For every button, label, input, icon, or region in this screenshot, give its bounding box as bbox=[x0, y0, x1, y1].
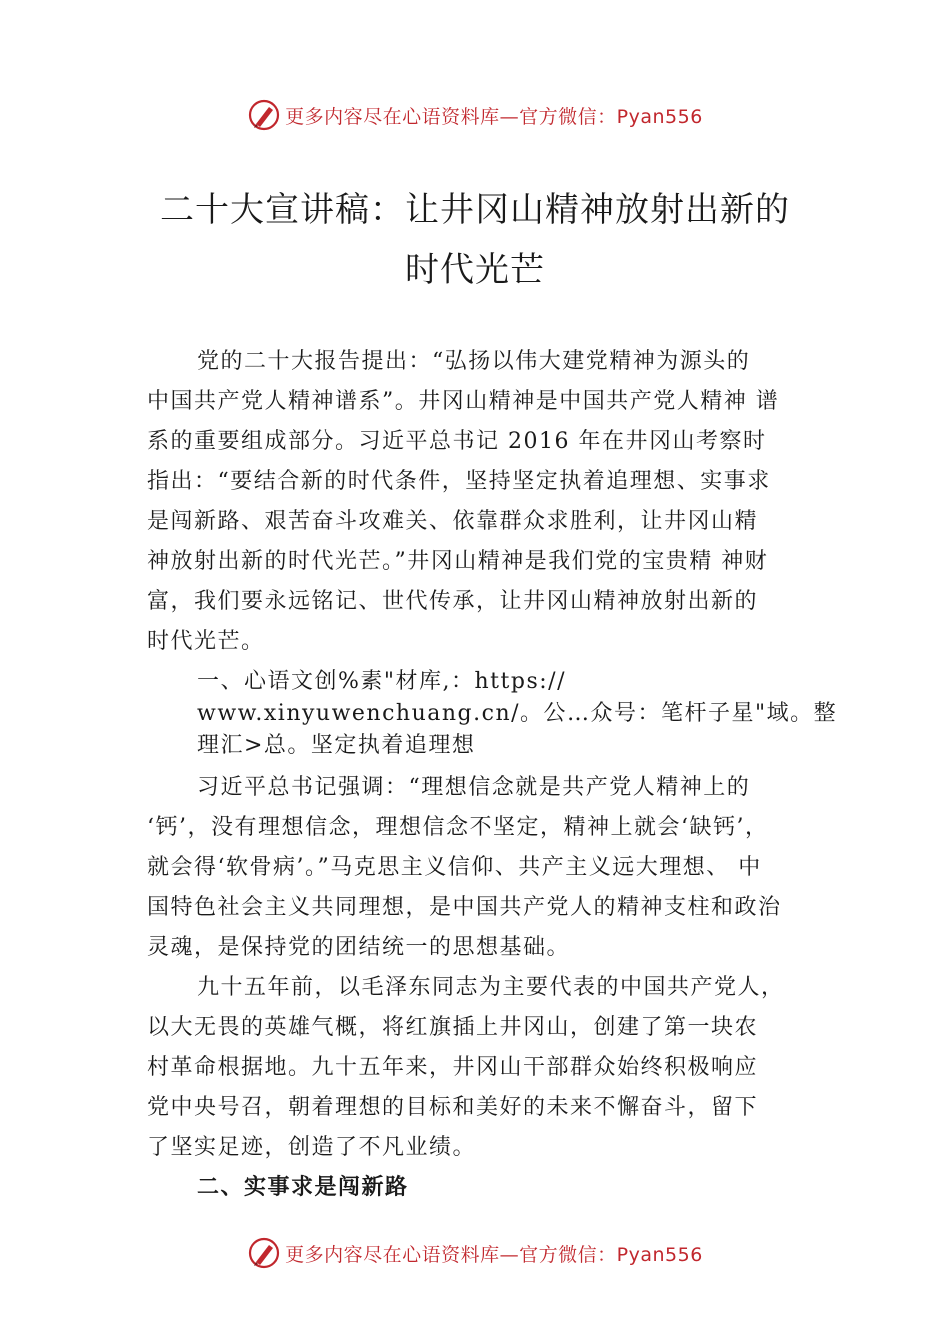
wechat-id: Pyan556 bbox=[616, 1243, 703, 1266]
pen-logo-icon bbox=[247, 98, 281, 132]
paragraph-1 bbox=[147, 342, 823, 662]
title-line-2: 时代光芒 bbox=[405, 250, 545, 290]
text-line: 中国共产党人精神谱系”。井冈山精神是中国共产党人精神 谱 bbox=[147, 389, 780, 414]
text-line: 了坚实足迹，创造了不凡业绩。 bbox=[147, 1135, 477, 1160]
text-line: 富，我们要永远铭记、世代传承，让井冈山精神放射出新的 bbox=[147, 589, 759, 614]
text-line: 就会得‘软骨病’。”马克思主义信仰、共产主义远大理想、 中 bbox=[147, 855, 762, 880]
paragraph-3 bbox=[147, 968, 823, 1168]
text-line: 党中央号召，朝着理想的目标和美好的未来不懈奋斗，留下 bbox=[147, 1095, 759, 1120]
text-line: 村革命根据地。九十五年来，井冈山干部群众始终积极响应 bbox=[147, 1055, 759, 1080]
text-line: 国特色社会主义共同理想，是中国共产党人的精神支柱和政治 bbox=[147, 895, 782, 920]
section-1-heading bbox=[147, 666, 838, 762]
text-line: 九十五年前，以毛泽东同志为主要代表的中国共产党人， bbox=[197, 975, 785, 1000]
title-line-1: 二十大宣讲稿：让井冈山精神放射出新的 bbox=[160, 190, 790, 230]
text-line: 习近平总书记强调：“理想信念就是共产党人精神上的 bbox=[197, 775, 751, 800]
text-line: 系的重要组成部分。习近平总书记 2016 年在井冈山考察时 bbox=[147, 429, 767, 454]
wechat-id: Pyan556 bbox=[616, 105, 703, 128]
text-line: 一、心语文创%素"材库,：https:// bbox=[197, 669, 566, 694]
text-line: 以大无畏的英雄气概，将红旗插上井冈山，创建了第一块农 bbox=[147, 1015, 759, 1040]
section-2-heading: 二、实事求是闯新路 bbox=[197, 1175, 409, 1200]
page-title bbox=[100, 180, 850, 300]
text-line: 是闯新路、艰苦奋斗攻难关、依靠群众求胜利，让井冈山精 bbox=[147, 509, 759, 534]
text-line: 理汇>总。坚定执着追理想 bbox=[197, 733, 476, 758]
paragraph-2 bbox=[147, 768, 823, 968]
text-line: 党的二十大报告提出：“弘扬以伟大建党精神为源头的 bbox=[197, 349, 751, 374]
article-body bbox=[147, 342, 838, 1208]
pen-logo-icon bbox=[247, 1236, 281, 1270]
text-line: www.xinyuwenchuang.cn/。公…众号：笔杆子星"域。整 bbox=[197, 701, 838, 726]
text-line: 灵魂，是保持党的团结统一的思想基础。 bbox=[147, 935, 571, 960]
banner-text: 更多内容尽在心语资料库—官方微信：Pyan556 bbox=[285, 105, 703, 128]
header-banner bbox=[0, 95, 950, 135]
text-line: 指出：“要结合新的时代条件，坚持坚定执着追理想、实事求 bbox=[147, 469, 771, 494]
text-line: 神放射出新的时代光芒。”井冈山精神是我们党的宝贵精 神财 bbox=[147, 549, 769, 574]
footer-banner bbox=[0, 1233, 950, 1273]
text-line: ‘钙’，没有理想信念，理想信念不坚定，精神上就会‘缺钙’， bbox=[147, 815, 769, 840]
text-line: 时代光芒。 bbox=[147, 629, 265, 654]
banner-text: 更多内容尽在心语资料库—官方微信：Pyan556 bbox=[285, 1243, 703, 1266]
